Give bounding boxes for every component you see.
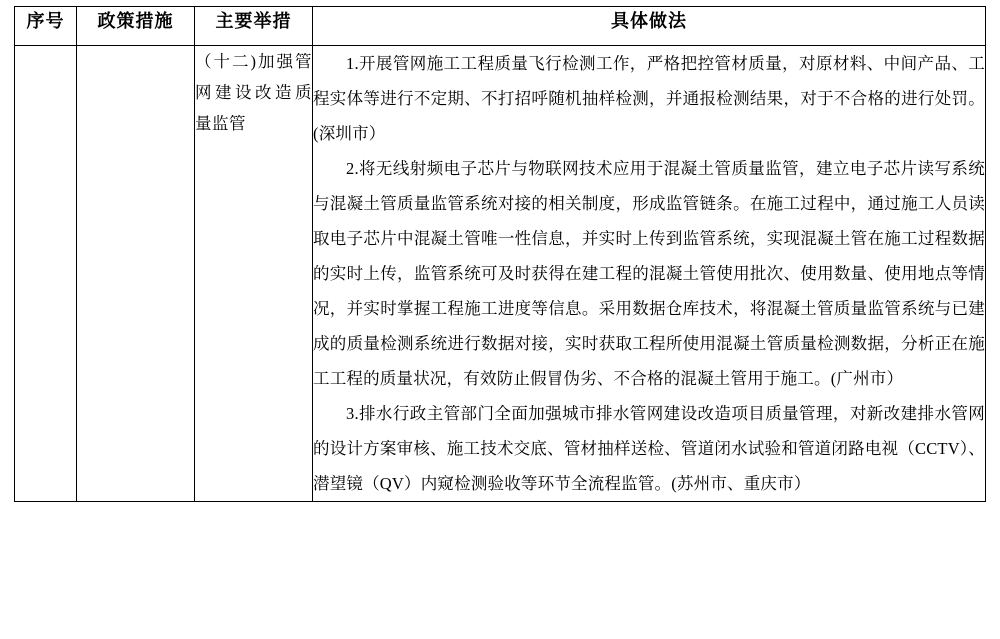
cell-sequence (15, 46, 77, 502)
cell-detail (313, 46, 986, 502)
column-header-sequence: 序号 (15, 7, 77, 46)
table-header (15, 7, 986, 46)
detail-paragraph-2: 2.将无线射频电子芯片与物联网技术应用于混凝土管质量监管，建立电子芯片读写系统与混凝土管质量监管系统对接的相关制度，形成监管链条。在施工过程中，通过施工人员读取电子芯片中混凝土管唯一性信息，并实时上传到监管系统，实现混凝土管在施工过程数据的实时上传，监管系统可及时获得在建工程的混凝土管使用批次、使用数量、使用地点等情况，并实时掌握工程施工进度等信息。采用数据仓库技术，将混凝土管质量监管系统与已建成的质量检测系统进行数据对接，实时获取工程所使用混凝土管质量检测数据，分析正在施工工程的质量状况，有效防止假冒伪劣、不合格的混凝土管用于施工。(广州市） (313, 159, 985, 388)
policy-measures-table (14, 6, 986, 502)
table-body (15, 46, 986, 502)
detail-paragraph-1: 1.开展管网施工工程质量飞行检测工作，严格把控管材质量，对原材料、中间产品、工程实体等进行不定期、不打招呼随机抽样检测，并通报检测结果，对于不合格的进行处罚。(深圳市） (313, 54, 985, 143)
detail-paragraph-3: 3.排水行政主管部门全面加强城市排水管网建设改造项目质量管理，对新改建排水管网的设计方案审核、施工技术交底、管材抽样送检、管道闭水试验和管道闭路电视（CCTV）、潜望镜（QV）内窥检测验收等环节全流程监管。(苏州市、重庆市） (313, 404, 985, 493)
table-row (15, 46, 986, 502)
column-header-detail: 具体做法 (313, 7, 986, 46)
table-header-row (15, 7, 986, 46)
column-header-policy: 政策措施 (77, 7, 195, 46)
measure-text: （十二)加强管网建设改造质量监管 (195, 52, 312, 133)
cell-measure (195, 46, 313, 502)
cell-policy (77, 46, 195, 502)
column-header-measure: 主要举措 (195, 7, 313, 46)
